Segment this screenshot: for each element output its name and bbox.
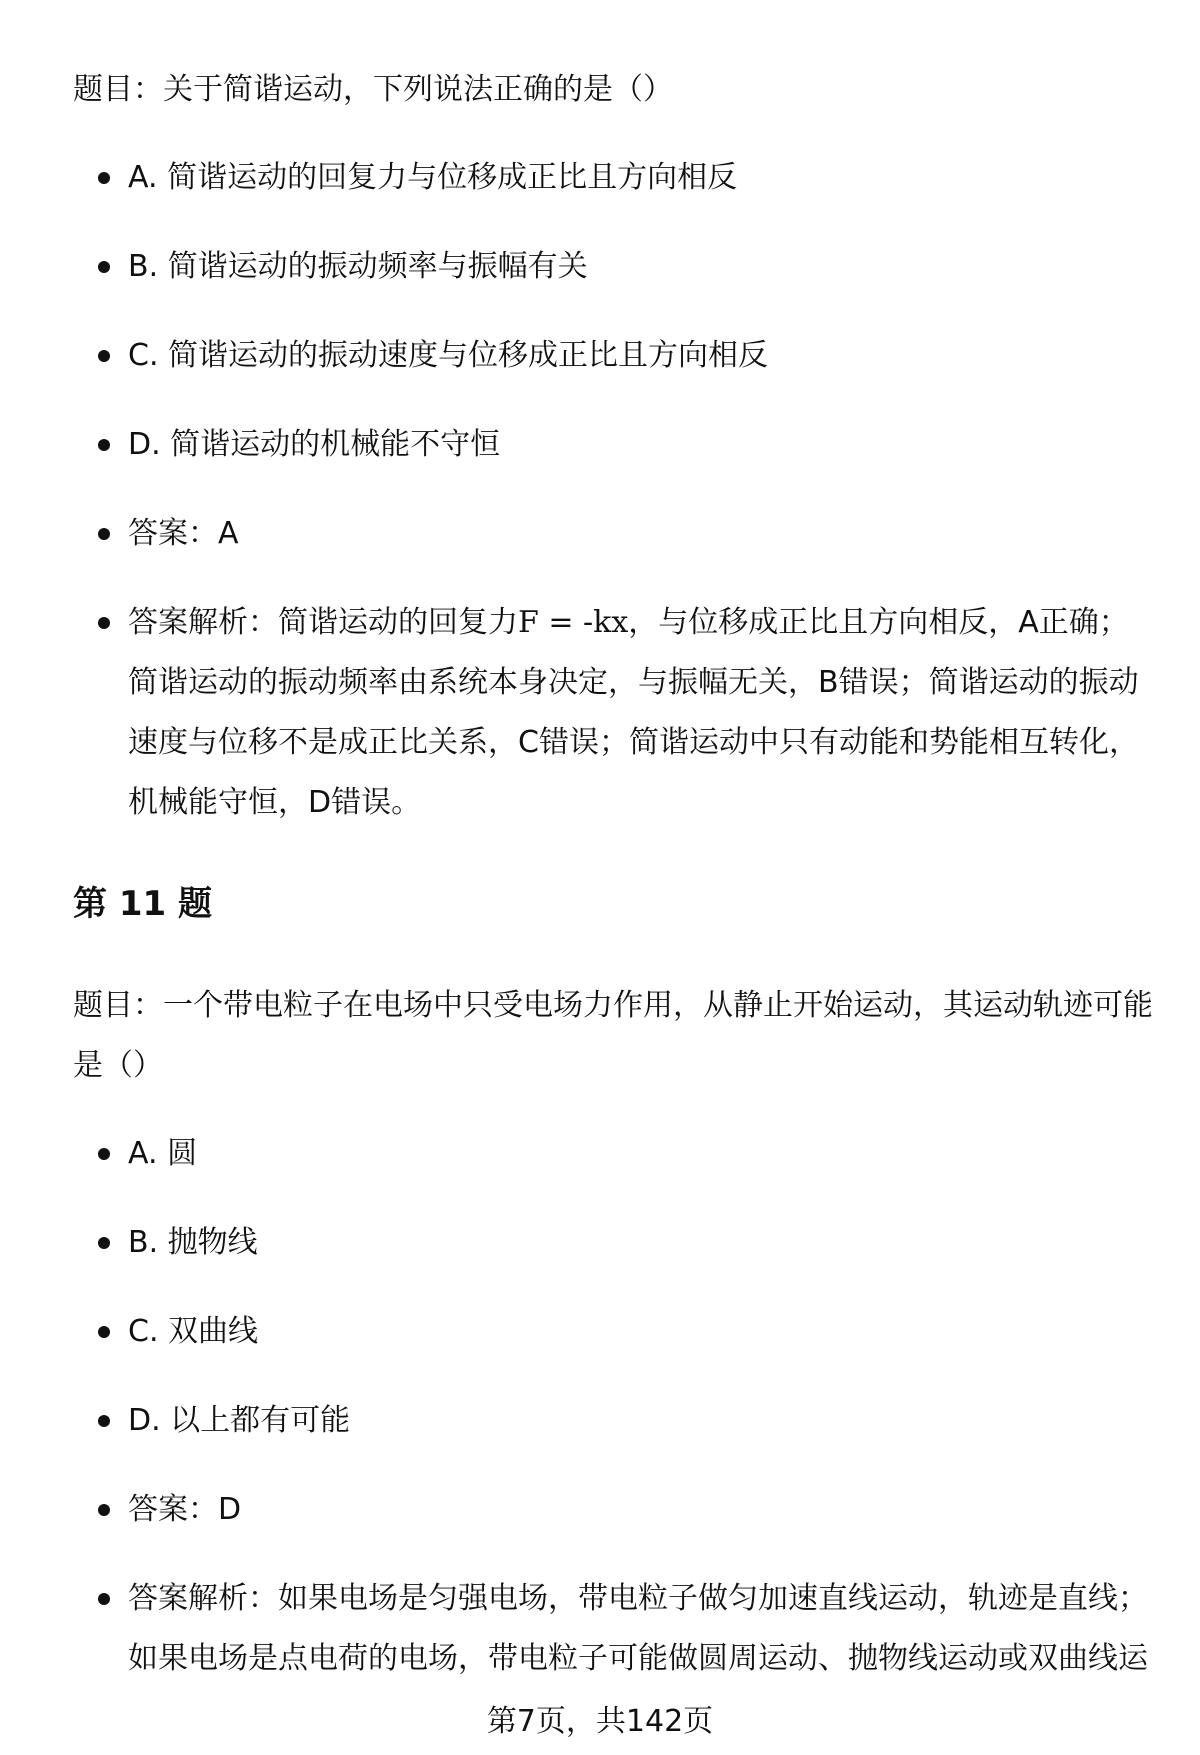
- q10-answer: [0, 504, 1200, 564]
- q10-option-b: [0, 237, 1200, 297]
- bullet-icon: [98, 172, 110, 184]
- q11-explanation: [0, 1569, 1200, 1689]
- bullet-icon: [98, 1415, 110, 1427]
- answer-text: 答案：D: [128, 1492, 242, 1527]
- q10-option-d: [0, 415, 1200, 475]
- explanation-formula: F = -kx: [518, 605, 629, 640]
- q11-question: 题目：一个带电粒子在电场中只受电场力作用，从静止开始运动，其运动轨迹可能是（）: [73, 988, 1153, 1083]
- option-text: A. 简谐运动的回复力与位移成正比且方向相反: [128, 160, 738, 195]
- question-heading: 第 11 题: [73, 884, 212, 924]
- bullet-icon: [98, 528, 110, 540]
- bullet-icon: [98, 1148, 110, 1160]
- option-text: B. 简谐运动的振动频率与振幅有关: [128, 249, 588, 284]
- option-text: D. 简谐运动的机械能不守恒: [128, 427, 501, 462]
- q11-option-b: [0, 1213, 1200, 1273]
- q11-option-list: [0, 1124, 1200, 1718]
- q10-explanation: [0, 593, 1200, 833]
- q11-option-c: [0, 1302, 1200, 1362]
- bullet-icon: [98, 1237, 110, 1249]
- option-text: C. 简谐运动的振动速度与位移成正比且方向相反: [128, 338, 769, 373]
- answer-text: 答案：A: [128, 516, 239, 551]
- q10-option-list: [0, 148, 1200, 862]
- explanation-suffix: ，与位移成正比且方向相反，A正确；简谐运动的振动频率由系统本身决定，与振幅无关，B错误；简谐运动的振动速度与位移不是成正比关系，C错误；简谐运动中只有动能和势能相互转化，机械能守恒，D错误。: [128, 605, 1139, 820]
- bullet-icon: [98, 1504, 110, 1516]
- q11-answer: [0, 1480, 1200, 1540]
- bullet-icon: [98, 617, 110, 629]
- page-footer: 第7页，共142页: [486, 1704, 714, 1739]
- option-text: D. 以上都有可能: [128, 1403, 351, 1438]
- bullet-icon: [98, 439, 110, 451]
- option-text: C. 双曲线: [128, 1314, 259, 1349]
- bullet-icon: [98, 1326, 110, 1338]
- option-text: B. 抛物线: [128, 1225, 258, 1260]
- q11-option-d: [0, 1391, 1200, 1451]
- q10-question: 题目：关于简谐运动，下列说法正确的是（）: [73, 72, 673, 107]
- option-text: A. 圆: [128, 1136, 198, 1171]
- q11-option-a: [0, 1124, 1200, 1184]
- bullet-icon: [98, 1593, 110, 1605]
- q10-option-c: [0, 326, 1200, 386]
- bullet-icon: [98, 261, 110, 273]
- bullet-icon: [98, 350, 110, 362]
- q10-option-a: [0, 148, 1200, 208]
- explanation-prefix: 答案解析：简谐运动的回复力: [128, 605, 518, 640]
- explanation-text: 答案解析：如果电场是匀强电场，带电粒子做匀加速直线运动，轨迹是直线；如果电场是点电荷的电场，带电粒子可能做圆周运动、抛物线运动或双曲线运: [128, 1581, 1148, 1676]
